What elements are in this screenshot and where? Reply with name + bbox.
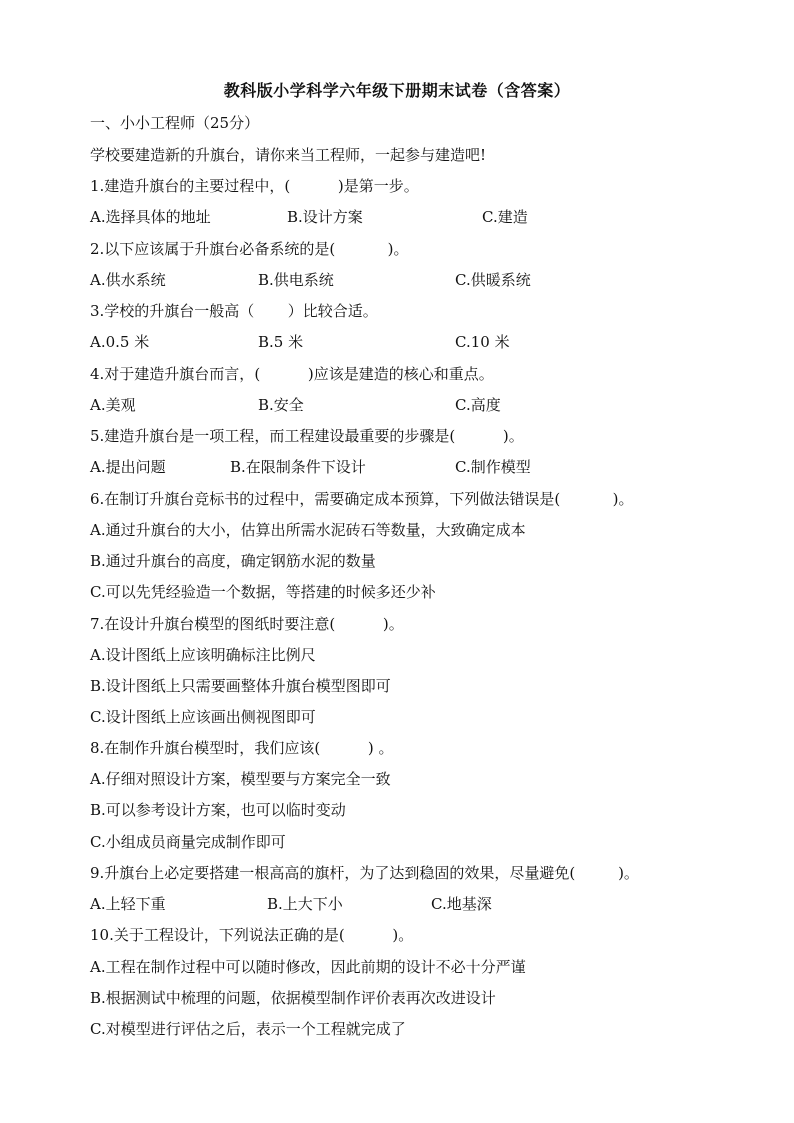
question-2-option-c: C.供暖系统 (455, 271, 531, 289)
page-title: 教科版小学科学六年级下册期末试卷（含答案） (223, 81, 571, 100)
question-2-stem: 2.以下应该属于升旗台必备系统的是( )。 (90, 240, 409, 258)
question-2-option-a: A.供水系统 (90, 271, 166, 289)
question-8-stem: 8.在制作升旗台模型时，我们应该( ) 。 (90, 739, 394, 757)
question-3-stem: 3.学校的升旗台一般高（ ）比较合适。 (90, 302, 378, 320)
question-6-option-c: C.可以先凭经验造一个数据，等搭建的时候多还少补 (90, 583, 436, 601)
question-4-option-a: A.美观 (90, 396, 136, 414)
question-6-stem: 6.在制订升旗台竞标书的过程中，需要确定成本预算，下列做法错误是( )。 (90, 490, 634, 508)
question-5-option-c: C.制作模型 (455, 458, 531, 476)
question-10-option-b: B.根据测试中梳理的问题，依据模型制作评价表再次改进设计 (90, 989, 496, 1007)
question-3-option-b: B.5 米 (258, 333, 304, 351)
question-5-option-b: B.在限制条件下设计 (230, 458, 366, 476)
question-1-stem: 1.建造升旗台的主要过程中，( )是第一步。 (90, 177, 419, 195)
intro-text: 学校要建造新的升旗台，请你来当工程师，一起参与建造吧! (90, 146, 487, 164)
question-4-option-c: C.高度 (455, 396, 501, 414)
question-8-option-c: C.小组成员商量完成制作即可 (90, 833, 286, 851)
question-10-option-c: C.对模型进行评估之后，表示一个工程就完成了 (90, 1020, 406, 1038)
question-1-option-a: A.选择具体的地址 (90, 208, 211, 226)
question-9-option-c: C.地基深 (431, 895, 492, 913)
question-6-option-a: A.通过升旗台的大小，估算出所需水泥砖石等数量，大致确定成本 (90, 521, 526, 539)
question-7-option-a: A.设计图纸上应该明确标注比例尺 (90, 646, 316, 664)
question-5-option-a: A.提出问题 (90, 458, 166, 476)
question-7-option-c: C.设计图纸上应该画出侧视图即可 (90, 708, 316, 726)
question-6-option-b: B.通过升旗台的高度，确定钢筋水泥的数量 (90, 552, 376, 570)
question-8-option-b: B.可以参考设计方案，也可以临时变动 (90, 801, 346, 819)
question-10-option-a: A.工程在制作过程中可以随时修改，因此前期的设计不必十分严谨 (90, 958, 526, 976)
question-3-option-a: A.0.5 米 (90, 333, 150, 351)
question-4-option-b: B.安全 (258, 396, 304, 414)
section-heading: 一、小小工程师（25分） (90, 114, 260, 132)
question-9-option-b: B.上大下小 (267, 895, 343, 913)
question-8-option-a: A.仔细对照设计方案，模型要与方案完全一致 (90, 770, 391, 788)
question-7-option-b: B.设计图纸上只需要画整体升旗台模型图即可 (90, 677, 391, 695)
question-1-option-b: B.设计方案 (287, 208, 363, 226)
question-9-option-a: A.上轻下重 (90, 895, 166, 913)
question-2-option-b: B.供电系统 (258, 271, 334, 289)
question-7-stem: 7.在设计升旗台模型的图纸时要注意( )。 (90, 615, 404, 633)
question-1-option-c: C.建造 (482, 208, 528, 226)
question-4-stem: 4.对于建造升旗台而言，( )应该是建造的核心和重点。 (90, 365, 494, 383)
question-3-option-c: C.10 米 (455, 333, 510, 351)
question-10-stem: 10.关于工程设计，下列说法正确的是( )。 (90, 926, 414, 944)
question-5-stem: 5.建造升旗台是一项工程，而工程建设最重要的步骤是( )。 (90, 427, 524, 445)
question-9-stem: 9.升旗台上必定要搭建一根高高的旗杆，为了达到稳固的效果，尽量避免( )。 (90, 864, 639, 882)
